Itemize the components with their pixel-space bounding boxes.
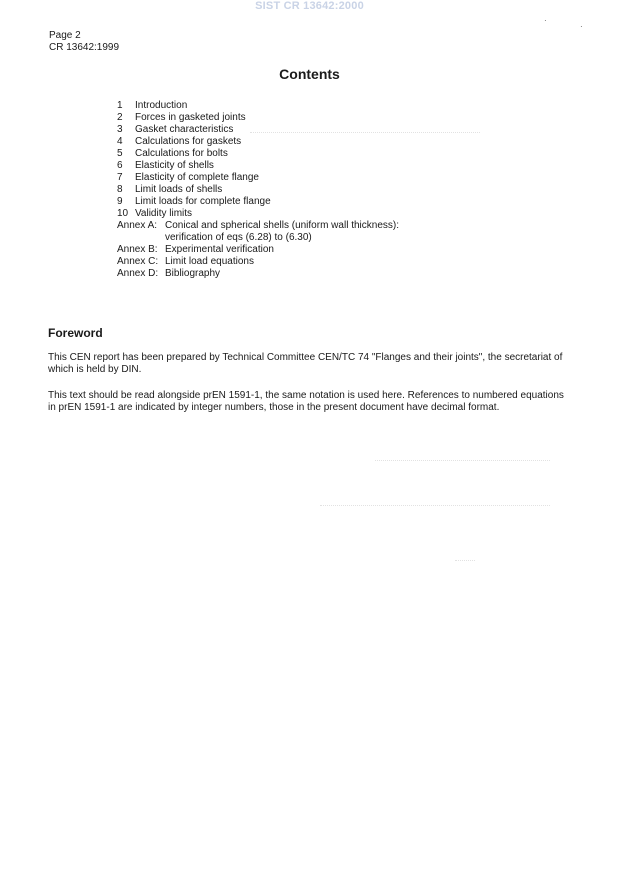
toc-annex-item[interactable] — [117, 244, 399, 256]
toc-item-title: Calculations for bolts — [135, 148, 228, 159]
scan-noise — [250, 132, 480, 133]
foreword-paragraph-1: This CEN report has been prepared by Technical Committee CEN/TC 74 "Flanges and their joints", the secretariat of which is held by DIN. — [48, 352, 563, 375]
toc-annex-continuation[interactable] — [117, 232, 399, 244]
toc-item-number: 2 — [117, 112, 123, 123]
toc-item-number: 6 — [117, 160, 123, 171]
toc-item-title: Limit loads of shells — [135, 184, 223, 195]
toc-item[interactable] — [117, 112, 399, 124]
toc-annex-item[interactable] — [117, 256, 399, 268]
watermark: SIST CR 13642:2000 — [255, 0, 364, 12]
annex-title: Conical and spherical shells (uniform wall thickness): — [165, 220, 399, 231]
toc-item-number: 3 — [117, 124, 123, 135]
annex-title: Experimental verification — [165, 244, 274, 255]
toc-item-title: Validity limits — [135, 208, 193, 219]
toc-item-title: Limit loads for complete flange — [135, 196, 271, 207]
toc-item[interactable] — [117, 208, 399, 220]
toc-item[interactable] — [117, 136, 399, 148]
toc-annex-item[interactable] — [117, 220, 399, 232]
toc-item[interactable] — [117, 124, 399, 136]
toc-annex-item[interactable] — [117, 268, 399, 280]
toc-item-title: Calculations for gaskets — [135, 136, 242, 147]
foreword-heading: Foreword — [48, 326, 103, 340]
toc-item-number: 7 — [117, 172, 123, 183]
annex-label: Annex C: — [117, 256, 159, 267]
toc-item[interactable] — [117, 196, 399, 208]
toc-item-title: Introduction — [135, 100, 188, 111]
toc-item-number: 9 — [117, 196, 123, 207]
toc-item-number: 1 — [117, 100, 123, 111]
toc-item[interactable] — [117, 100, 399, 112]
annex-label: Annex B: — [117, 244, 158, 255]
page-header — [49, 30, 119, 54]
toc-item-title: Elasticity of complete flange — [135, 172, 259, 183]
toc-item-number: 10 — [117, 208, 129, 219]
toc-item[interactable] — [117, 148, 399, 160]
annex-label: Annex A: — [117, 220, 158, 231]
toc-item[interactable] — [117, 184, 399, 196]
toc-item-number: 4 — [117, 136, 123, 147]
annex-title: Limit load equations — [165, 256, 254, 267]
toc-item-number: 8 — [117, 184, 123, 195]
toc-item-title: Forces in gasketed joints — [135, 112, 246, 123]
scan-noise — [455, 560, 475, 561]
foreword-paragraph-2: This text should be read alongside prEN 1591-1, the same notation is used here. References to numbered equations in prEN 1591-1 are indicated by integer numbers, those in the present document have decimal format. — [48, 390, 564, 413]
annex-title: Bibliography — [165, 268, 221, 279]
annex-label: Annex D: — [117, 268, 159, 279]
annex-title-continuation: verification of eqs (6.28) to (6.30) — [165, 232, 312, 243]
table-of-contents — [117, 100, 399, 280]
toc-item[interactable] — [117, 172, 399, 184]
toc-item-title: Elasticity of shells — [135, 160, 214, 171]
toc-item-title: Gasket characteristics — [135, 124, 234, 135]
scan-speck: · — [544, 16, 547, 25]
contents-title: Contents — [279, 66, 340, 82]
scan-noise — [375, 460, 550, 461]
scan-speck: · — [580, 22, 583, 31]
page-number: Page 2 — [49, 30, 81, 41]
scan-noise — [320, 505, 550, 506]
toc-item-number: 5 — [117, 148, 123, 159]
toc-item[interactable] — [117, 160, 399, 172]
document-id: CR 13642:1999 — [49, 42, 120, 53]
